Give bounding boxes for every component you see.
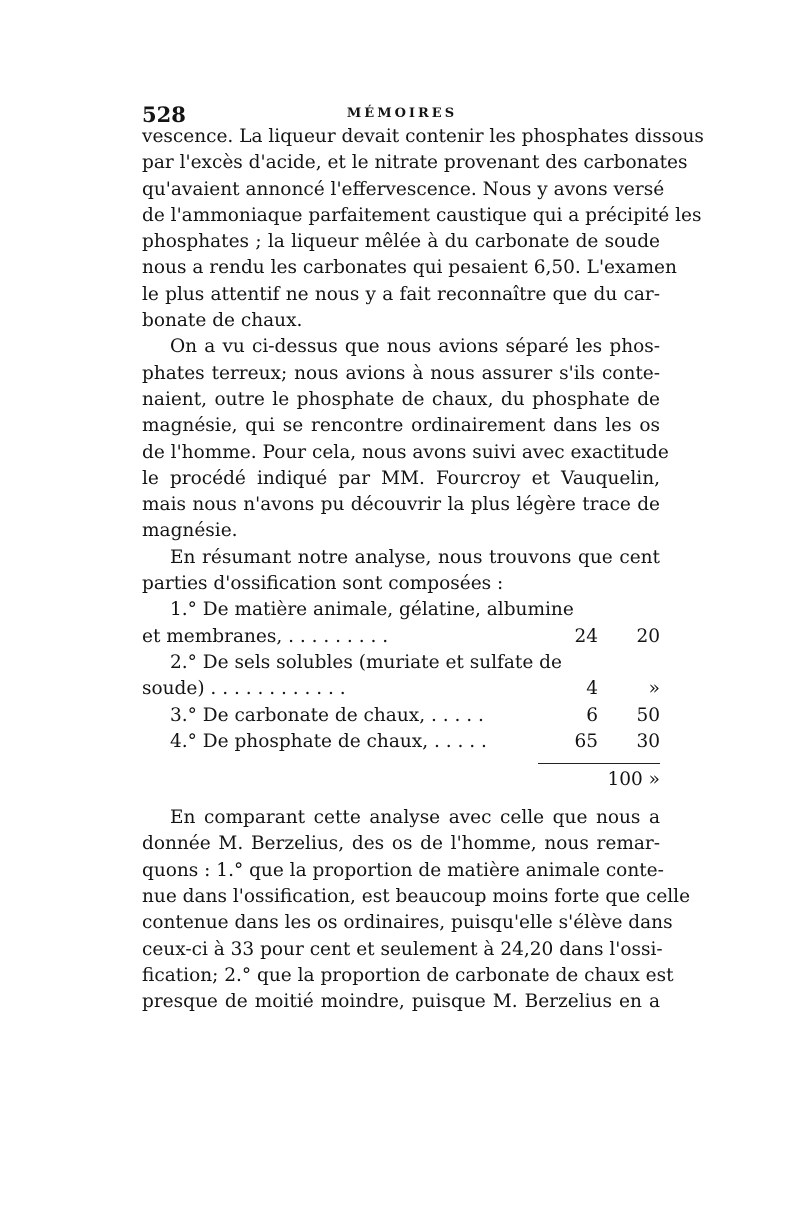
- text-line: phosphates ; la liqueur mêlée à du carbonate de soude: [142, 231, 660, 253]
- row-label: 4.° De phosphate de chaux, . . . . .: [170, 730, 487, 752]
- text-line: vescence. La liqueur devait contenir les phosphates dissous: [142, 126, 704, 147]
- text-line: donnée M. Berzelius, des os de l'homme, nous remar-: [142, 833, 660, 855]
- text-line: On a vu ci-dessus que nous avions séparé les phos-: [170, 336, 660, 358]
- row-label: 2.° De sels solubles (muriate et sulfate de: [170, 651, 562, 673]
- composition-table: [142, 597, 660, 795]
- integer-value: 4: [586, 678, 598, 700]
- text-line: magnésie, qui se rencontre ordinairement dans les os: [142, 415, 660, 437]
- paragraph-4: [142, 805, 691, 1015]
- text-line: qu'avaient annoncé l'effervescence. Nous y avons versé: [142, 178, 665, 200]
- integer-value: 6: [586, 704, 598, 726]
- text-line: magnésie.: [142, 520, 238, 542]
- table-row: [142, 729, 660, 755]
- text-line: fication; 2.° que la proportion de carbonate de chaux est: [142, 964, 674, 986]
- integer-value: 24: [574, 625, 598, 647]
- total-value: 100 »: [607, 769, 660, 791]
- text-line: En résumant notre analyse, nous trouvons que cent: [170, 546, 660, 568]
- text-line: presque de moitié moindre, puisque M. Berzelius en a: [142, 991, 660, 1013]
- integer-value: 65: [574, 730, 598, 752]
- text-line: de l'ammoniaque parfaitement caustique qui a précipité les: [142, 204, 702, 226]
- row-label: 1.° De matière animale, gélatine, albumine: [170, 599, 574, 621]
- text-line: le plus attentif ne nous y a fait reconnaître que du car-: [142, 283, 660, 305]
- text-line: En comparant cette analyse avec celle que nous a: [170, 807, 660, 829]
- text-line: contenue dans les os ordinaires, puisqu'elle s'élève dans: [142, 912, 673, 934]
- paragraph-1: [142, 124, 704, 334]
- text-line: par l'excès d'acide, et le nitrate provenant des carbonates: [142, 152, 688, 174]
- row-label: soude) . . . . . . . . . . . .: [142, 678, 346, 700]
- table-row: [142, 703, 660, 729]
- text-line: mais nous n'avons pu découvrir la plus légère trace de: [142, 494, 660, 516]
- table-row: [142, 597, 660, 623]
- running-title: MÉMOIRES: [346, 106, 458, 121]
- decimal-value: 50: [636, 704, 660, 726]
- text-line: le procédé indiqué par MM. Fourcroy et Vauquelin,: [142, 467, 660, 489]
- row-label: 3.° De carbonate de chaux, . . . . .: [170, 704, 484, 726]
- text-line: naient, outre le phosphate de chaux, du phosphate de: [142, 388, 660, 410]
- decimal-value: 30: [636, 730, 660, 752]
- text-line: parties d'ossification sont composées :: [142, 573, 504, 595]
- text-line: ceux-ci à 33 pour cent et seulement à 24,20 dans l'ossi-: [142, 938, 663, 960]
- table-row: [142, 650, 660, 676]
- decimal-value: »: [648, 678, 660, 700]
- text-line: bonate de chaux.: [142, 310, 303, 332]
- paragraph-3: [142, 545, 660, 598]
- total-rule: [538, 763, 660, 764]
- body-text: [142, 124, 704, 1016]
- table-row: [142, 624, 660, 650]
- text-line: nous a rendu les carbonates qui pesaient 6,50. L'examen: [142, 257, 677, 279]
- table-row: [142, 676, 660, 702]
- page-number: 528: [142, 102, 186, 127]
- text-line: quons : 1.° que la proportion de matière animale conte-: [142, 859, 664, 881]
- total-row: [142, 755, 660, 795]
- text-line: de l'homme. Pour cela, nous avons suivi avec exactitude: [142, 441, 669, 463]
- text-line: nue dans l'ossification, est beaucoup moins forte que celle: [142, 886, 691, 908]
- decimal-value: 20: [636, 625, 660, 647]
- text-line: phates terreux; nous avions à nous assurer s'ils conte-: [142, 362, 660, 384]
- row-label: et membranes, . . . . . . . . .: [142, 625, 389, 647]
- paragraph-2: [142, 334, 669, 544]
